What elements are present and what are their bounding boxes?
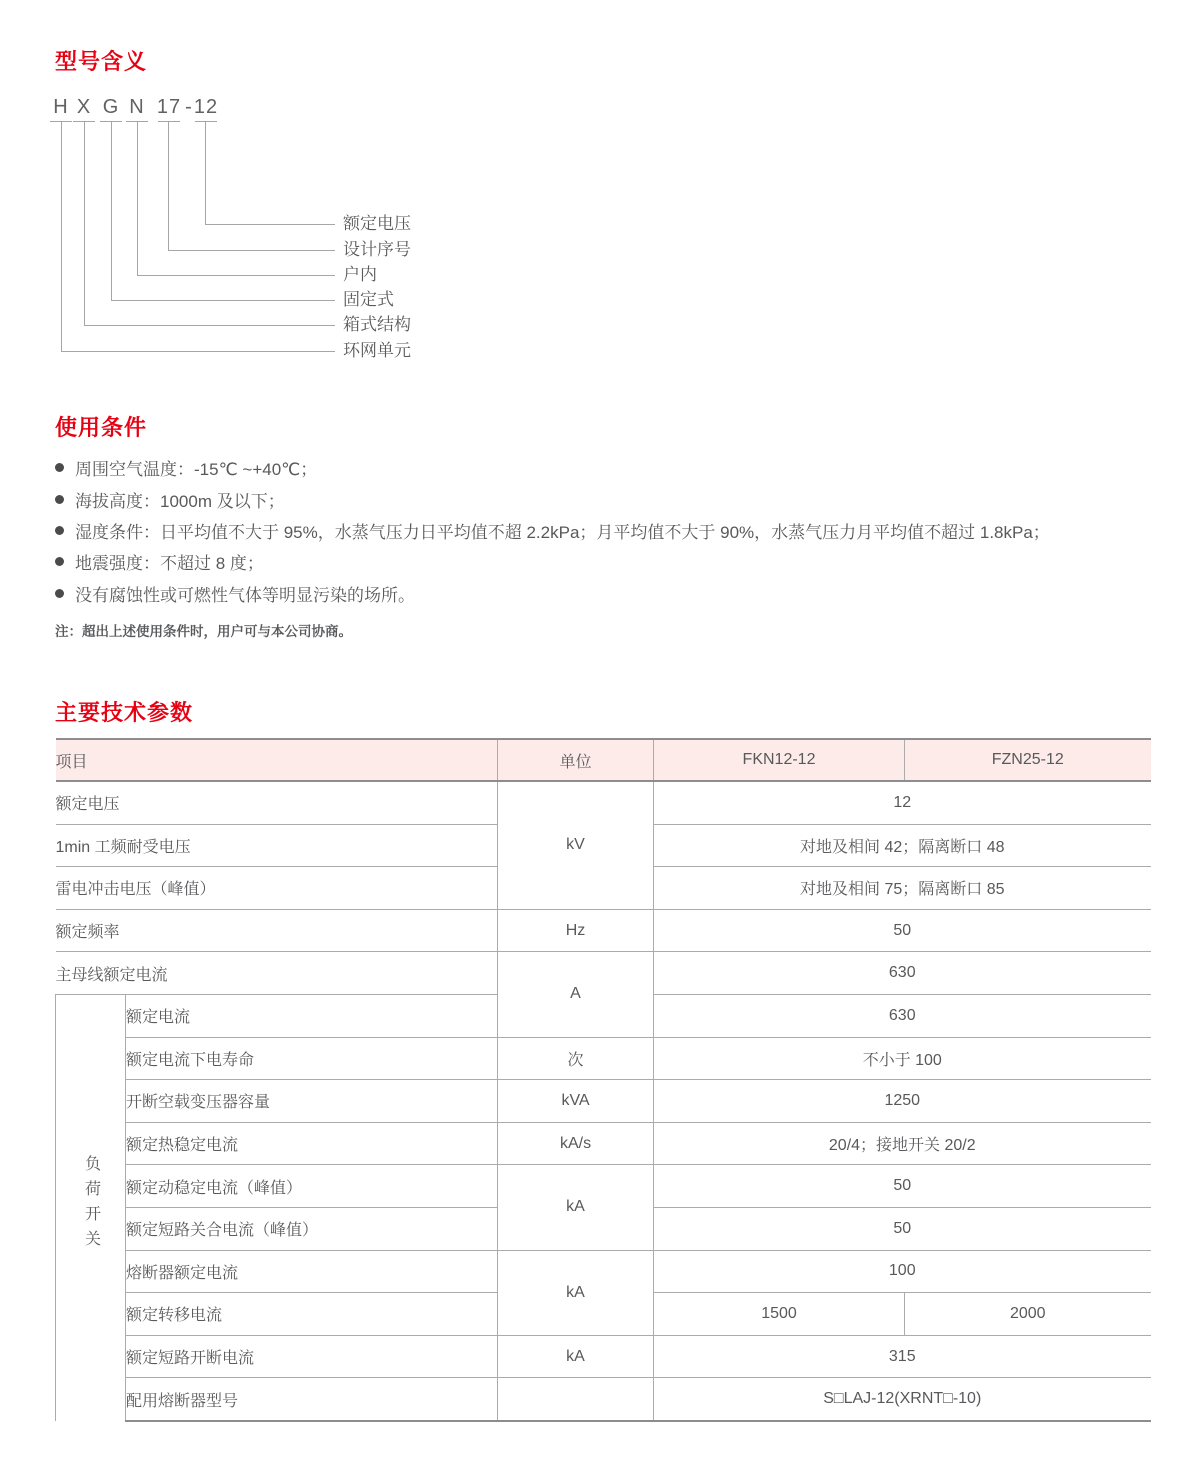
diagram-connector-line bbox=[137, 275, 335, 276]
model-code-char: H bbox=[53, 96, 69, 118]
code-label-rated-voltage: 额定电压 bbox=[343, 214, 411, 233]
param-name: 主母线额定电流 bbox=[56, 952, 498, 995]
list-item bbox=[55, 515, 1165, 546]
diagram-vertical-line bbox=[61, 122, 62, 351]
table-row bbox=[56, 781, 1151, 824]
diagram-connector-line bbox=[168, 250, 335, 251]
param-unit-empty bbox=[498, 1378, 654, 1421]
param-value: 1250 bbox=[654, 1080, 1151, 1123]
table-row bbox=[56, 1080, 1151, 1123]
bullet-icon bbox=[55, 557, 64, 566]
diagram-connector-line bbox=[205, 224, 335, 225]
model-code-char: N bbox=[129, 96, 145, 118]
code-label-indoor: 户内 bbox=[343, 265, 377, 284]
bullet-text: 没有腐蚀性或可燃性气体等明显污染的场所。 bbox=[75, 585, 415, 605]
diagram-vertical-line bbox=[168, 122, 169, 250]
diagram-connector-line bbox=[111, 300, 335, 301]
param-unit: kA bbox=[498, 1335, 654, 1378]
model-code-char: X bbox=[76, 96, 92, 118]
table-row bbox=[56, 1122, 1151, 1165]
param-value: 630 bbox=[654, 952, 1151, 995]
bullet-text: 海拔高度：1000m 及以下； bbox=[75, 491, 285, 511]
param-value: 不小于 100 bbox=[654, 1037, 1151, 1080]
diagram-vertical-line bbox=[111, 122, 112, 300]
param-unit: 次 bbox=[498, 1037, 654, 1080]
bullet-text: 湿度条件：日平均值不大于 95%，水蒸气压力日平均值不超 2.2kPa；月平均值不大于 90%，水蒸气压力月平均值不超过 1.8kPa； bbox=[75, 522, 1050, 542]
bullet-icon bbox=[55, 589, 64, 598]
param-unit: kA bbox=[498, 1250, 654, 1335]
diagram-vertical-line bbox=[205, 122, 206, 224]
code-label-design-serial: 设计序号 bbox=[343, 240, 411, 259]
table-row bbox=[56, 1165, 1151, 1208]
param-value-fzn25: 2000 bbox=[905, 1293, 1151, 1336]
param-name: 熔断器额定电流 bbox=[126, 1250, 498, 1293]
section-title-main-parameters: 主要技术参数 bbox=[55, 700, 194, 725]
parameters-table-wrapper bbox=[55, 738, 1151, 1422]
table-row bbox=[56, 952, 1151, 995]
bullet-icon bbox=[55, 526, 64, 535]
section-title-model-meaning: 型号含义 bbox=[55, 49, 148, 74]
model-code-char: G bbox=[102, 96, 120, 118]
param-name: 额定电压 bbox=[56, 781, 498, 824]
param-unit: Hz bbox=[498, 909, 654, 952]
param-unit: kV bbox=[498, 781, 654, 909]
list-item bbox=[55, 546, 1165, 577]
diagram-connector-line bbox=[61, 351, 335, 352]
param-name: 雷电冲击电压（峰值） bbox=[56, 867, 498, 910]
param-value: 20/4；接地开关 20/2 bbox=[654, 1122, 1151, 1165]
bullet-text: 周围空气温度：-15℃ ~+40℃； bbox=[75, 460, 318, 480]
param-name: 额定短路关合电流（峰值） bbox=[126, 1207, 498, 1250]
param-name: 额定动稳定电流（峰值） bbox=[126, 1165, 498, 1208]
param-value: 315 bbox=[654, 1335, 1151, 1378]
param-name: 额定短路开断电流 bbox=[126, 1335, 498, 1378]
param-name: 额定电流下电寿命 bbox=[126, 1037, 498, 1080]
diagram-vertical-line bbox=[84, 122, 85, 325]
table-row bbox=[56, 1335, 1151, 1378]
param-value: 630 bbox=[654, 994, 1151, 1037]
param-name: 配用熔断器型号 bbox=[126, 1378, 498, 1421]
param-value: 50 bbox=[654, 1207, 1151, 1250]
usage-conditions-list bbox=[55, 452, 1165, 609]
table-row bbox=[56, 909, 1151, 952]
model-code-char: 17 bbox=[156, 96, 182, 118]
header-model-fzn25: FZN25-12 bbox=[905, 739, 1151, 781]
code-tick bbox=[158, 121, 180, 122]
param-name: 额定频率 bbox=[56, 909, 498, 952]
table-header-row bbox=[56, 739, 1151, 781]
table-row bbox=[56, 1250, 1151, 1293]
table-row bbox=[56, 1037, 1151, 1080]
bullet-icon bbox=[55, 463, 64, 472]
param-name: 开断空载变压器容量 bbox=[126, 1080, 498, 1123]
list-item bbox=[55, 578, 1165, 609]
param-value: 50 bbox=[654, 909, 1151, 952]
diagram-vertical-line bbox=[137, 122, 138, 275]
usage-note: 注：超出上述使用条件时，用户可与本公司协商。 bbox=[55, 624, 352, 639]
header-unit: 单位 bbox=[498, 739, 654, 781]
param-value: S□LAJ-12(XRNT□-10) bbox=[654, 1378, 1151, 1421]
header-item: 项目 bbox=[56, 739, 498, 781]
code-label-fixed-type: 固定式 bbox=[343, 290, 394, 309]
param-name: 额定电流 bbox=[126, 994, 498, 1037]
code-label-ring-unit: 环网单元 bbox=[343, 341, 411, 360]
list-item bbox=[55, 452, 1165, 483]
model-code-separator: - bbox=[185, 96, 193, 118]
model-code-char: 12 bbox=[193, 96, 219, 118]
param-value: 100 bbox=[654, 1250, 1151, 1293]
parameters-table bbox=[55, 738, 1151, 1422]
code-tick bbox=[195, 121, 217, 122]
list-item bbox=[55, 483, 1165, 514]
table-row bbox=[56, 1378, 1151, 1421]
param-value: 对地及相间 42；隔离断口 48 bbox=[654, 824, 1151, 867]
param-name: 额定转移电流 bbox=[126, 1293, 498, 1336]
param-unit: kVA bbox=[498, 1080, 654, 1123]
param-value-fkn12: 1500 bbox=[654, 1293, 905, 1336]
param-name: 1min 工频耐受电压 bbox=[56, 824, 498, 867]
param-value: 12 bbox=[654, 781, 1151, 824]
bullet-text: 地震强度：不超过 8 度； bbox=[75, 554, 264, 574]
group-label-text: 负荷开关 bbox=[82, 1155, 100, 1256]
param-unit: A bbox=[498, 952, 654, 1037]
param-unit: kA bbox=[498, 1165, 654, 1250]
header-model-fkn12: FKN12-12 bbox=[654, 739, 905, 781]
diagram-connector-line bbox=[84, 325, 335, 326]
section-title-usage-conditions: 使用条件 bbox=[55, 415, 148, 440]
param-value: 50 bbox=[654, 1165, 1151, 1208]
code-label-box-structure: 箱式结构 bbox=[343, 315, 411, 334]
param-value: 对地及相间 75；隔离断口 85 bbox=[654, 867, 1151, 910]
group-label-load-switch bbox=[56, 994, 126, 1420]
param-unit: kA/s bbox=[498, 1122, 654, 1165]
param-name: 额定热稳定电流 bbox=[126, 1122, 498, 1165]
bullet-icon bbox=[55, 495, 64, 504]
